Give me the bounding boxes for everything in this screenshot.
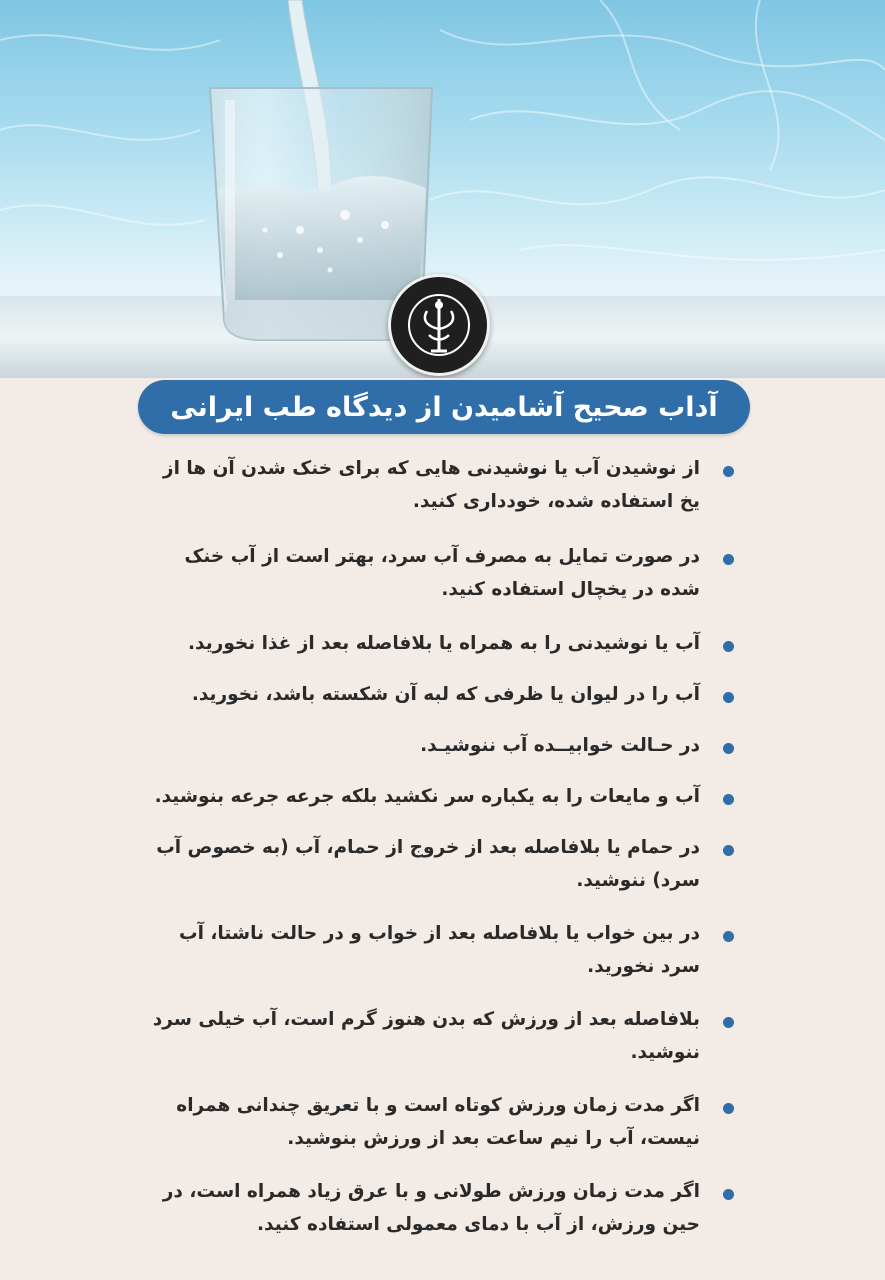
list-item	[150, 452, 750, 518]
list-item	[150, 1175, 750, 1241]
bullet-icon	[723, 845, 734, 856]
list-item	[150, 627, 750, 660]
list-item	[150, 540, 750, 606]
hero-image	[0, 0, 885, 378]
tip-text: در بین خواب یا بلافاصله بعد از خواب و در حالت ناشتا، آب سرد نخورید.	[179, 923, 700, 977]
tip-text: آب یا نوشیدنی را به همراه یا بلافاصله بعد از غذا نخورید.	[188, 633, 700, 654]
list-item	[150, 729, 750, 762]
tip-text: اگر مدت زمان ورزش کوتاه است و با تعریق چندانی همراه نیست، آب را نیم ساعت بعد از ورزش بنوشید.	[176, 1095, 700, 1149]
university-emblem-icon	[391, 277, 487, 373]
tip-text: بلافاصله بعد از ورزش که بدن هنوز گرم است، آب خیلی سرد ننوشید.	[152, 1009, 700, 1063]
bullet-icon	[723, 1017, 734, 1028]
bullet-icon	[723, 794, 734, 805]
list-item	[150, 678, 750, 711]
tip-text: از نوشیدن آب یا نوشیدنی هایی که برای خنک شدن آن ها از یخ استفاده شده، خودداری کنید.	[162, 458, 700, 512]
tip-text: در صورت تمایل به مصرف آب سرد، بهتر است از آب خنک شده در یخچال استفاده کنید.	[184, 546, 700, 600]
tip-text: اگر مدت زمان ورزش طولانی و با عرق زیاد همراه است، در حین ورزش، از آب با دمای معمولی استفاده کنید.	[162, 1181, 700, 1235]
bullet-icon	[723, 466, 734, 477]
tip-text: در حـالت خوابیــده آب ننوشیـد.	[420, 735, 700, 756]
bullet-icon	[723, 931, 734, 942]
list-item	[150, 917, 750, 983]
tip-text: آب را در لیوان یا ظرفی که لبه آن شکسته باشد، نخورید.	[191, 684, 700, 705]
university-logo	[388, 274, 490, 376]
tips-list	[150, 452, 750, 1241]
list-item	[150, 780, 750, 813]
bullet-icon	[723, 1189, 734, 1200]
tip-text: آب و مایعات را به یکباره سر نکشید بلکه جرعه جرعه بنوشید.	[154, 786, 700, 807]
bullet-icon	[723, 1103, 734, 1114]
title-banner	[138, 380, 750, 434]
bullet-icon	[723, 692, 734, 703]
list-item	[150, 831, 750, 897]
tip-text: در حمام یا بلافاصله بعد از خروج از حمام، آب (به خصوص آب سرد) ننوشید.	[156, 837, 700, 891]
list-item	[150, 1003, 750, 1069]
bullet-icon	[723, 641, 734, 652]
bullet-icon	[723, 554, 734, 565]
page-title: آداب صحیح آشامیدن از دیدگاه طب ایرانی	[170, 391, 718, 423]
list-item	[150, 1089, 750, 1155]
bullet-icon	[723, 743, 734, 754]
